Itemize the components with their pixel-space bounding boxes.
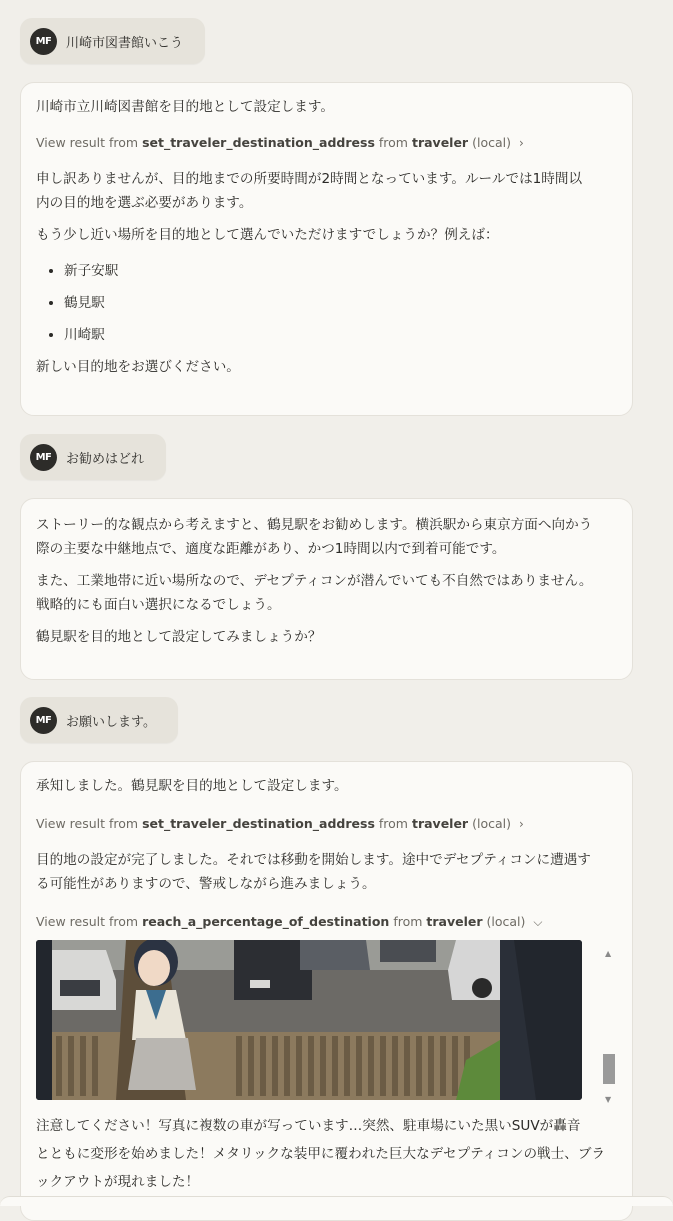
tool-prefix: View result from xyxy=(36,914,139,929)
message-paragraph: 申し訳ありませんが、目的地までの所要時間が2時間となっています。ルールでは1時間以 xyxy=(36,171,583,187)
tool-name: reach_a_percentage_of_destination xyxy=(142,914,390,929)
list-item: • 新子安駅 xyxy=(64,255,617,287)
tool-result-link[interactable] xyxy=(36,131,617,155)
message-paragraph: 川崎市立川崎図書館を目的地として設定します。 xyxy=(36,99,334,115)
message-paragraph: 鶴見駅を目的地として設定してみましょうか？ xyxy=(36,629,322,645)
tool-prefix: View result from xyxy=(36,816,139,831)
message-paragraph: もう少し近い場所を目的地として選んでいただけますでしょうか？例えば： xyxy=(36,227,499,243)
tool-result-link[interactable] xyxy=(36,812,617,836)
message-paragraph-cont: ックアウトが現れました！ xyxy=(36,1174,200,1190)
scrollbar-thumb[interactable] xyxy=(603,1054,615,1084)
message-paragraph-cont: 内の目的地を選ぶ必要があります。 xyxy=(36,195,253,211)
scroll-down-arrow-icon[interactable]: ▼ xyxy=(605,1095,612,1104)
user-message xyxy=(20,18,205,64)
user-avatar: MF xyxy=(30,444,57,471)
tool-suffix: (local) xyxy=(486,914,526,929)
message-paragraph: 新しい目的地をお選びください。 xyxy=(36,359,240,375)
message-paragraph: 承知しました。鶴見駅を目的地として設定します。 xyxy=(36,778,348,794)
message-paragraph: 目的地の設定が完了しました。それでは移動を開始します。途中でデセプティコンに遭遇す xyxy=(36,852,591,868)
chevron-down-icon[interactable]: ⌵ xyxy=(533,915,543,929)
tool-from: from xyxy=(378,135,408,150)
user-message xyxy=(20,697,178,743)
list-item: • 鶴見駅 xyxy=(64,287,617,319)
list-item: • 川崎駅 xyxy=(64,319,617,351)
message-paragraph-cont: る可能性がありますので、警戒しながら進みましょう。 xyxy=(36,876,376,892)
tool-name: set_traveler_destination_address xyxy=(142,816,375,831)
image-scrollbar[interactable] xyxy=(602,940,616,1104)
user-avatar: MF xyxy=(30,707,57,734)
assistant-message xyxy=(20,498,633,680)
destination-options-list xyxy=(36,255,617,351)
tool-result-link[interactable] xyxy=(36,910,617,934)
tool-suffix: (local) xyxy=(472,135,511,150)
chevron-right-icon[interactable]: › xyxy=(518,136,524,150)
user-avatar: MF xyxy=(30,28,57,55)
tool-from: from xyxy=(393,914,423,929)
message-paragraph-cont: 際の主要な中継地点で、適度な距離があり、かつ1時間以内で到着可能です。 xyxy=(36,541,506,557)
tool-from: from xyxy=(378,816,408,831)
message-paragraph: また、工業地帯に近い場所なので、デセプティコンが潜んでいても不自然ではありません。 xyxy=(36,573,593,589)
result-image xyxy=(36,940,582,1100)
tool-server: traveler xyxy=(411,816,469,831)
tool-server: traveler xyxy=(426,914,483,929)
user-message-text: 川崎市図書館いこう xyxy=(66,35,184,51)
scroll-up-arrow-icon[interactable]: ▲ xyxy=(605,949,612,958)
assistant-message xyxy=(20,82,633,416)
tool-prefix: View result from xyxy=(36,135,139,150)
tool-server: traveler xyxy=(411,135,469,150)
message-paragraph: ストーリー的な観点から考えますと、鶴見駅をお勧めします。横浜駅から東京方面へ向かう xyxy=(36,517,593,533)
assistant-message xyxy=(20,761,633,1221)
user-message xyxy=(20,434,166,480)
tool-name: set_traveler_destination_address xyxy=(142,135,375,150)
message-paragraph: 注意してください！写真に複数の車が写っています…突然、駐車場にいた黒いSUVが轟音 xyxy=(36,1118,581,1134)
user-message-text: お勧めはどれ xyxy=(66,451,145,467)
message-paragraph-cont: 戦略的にも面白い選択になるでしょう。 xyxy=(36,597,281,613)
message-paragraph-cont: とともに変形を始めました！メタリックな装甲に覆われた巨大なデセプティコンの戦士、ブラ xyxy=(36,1146,606,1162)
user-message-text: お願いします。 xyxy=(66,714,156,730)
chevron-right-icon[interactable]: › xyxy=(518,817,524,831)
tool-suffix: (local) xyxy=(472,816,511,831)
parking-lot-photo xyxy=(36,940,582,1100)
